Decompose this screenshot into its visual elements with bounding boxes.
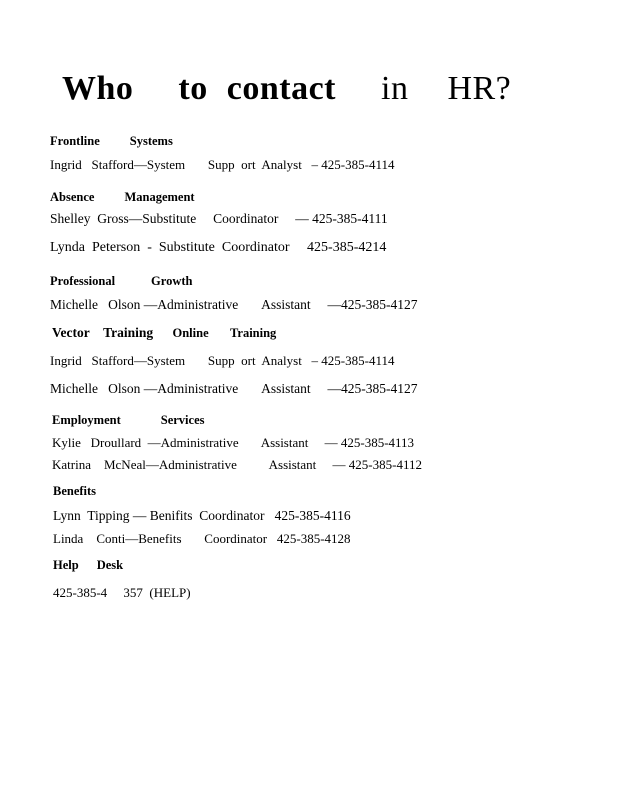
contact-line: Katrina McNeal—Administrative Assistant — 425-385-4112: [52, 457, 422, 472]
contact-line: Kylie Droullard —Administrative Assistant — 425-385-4113: [52, 435, 415, 450]
heading-word: Desk: [96, 558, 124, 572]
contact-line: Lynn Tipping — Benifits Coordinator 425-385-4116: [53, 508, 351, 523]
contact-line: Ingrid Stafford—System Supp ort Analyst – 425-385-4114: [50, 353, 395, 368]
heading-word: Management: [124, 190, 195, 204]
contact-line: Linda Conti—Benefits Coordinator 425-385-4128: [53, 531, 351, 546]
help-desk-phone: 425-385-4 357 (HELP): [53, 585, 191, 600]
section-heading-absence: [50, 190, 195, 205]
heading-word: Frontline: [50, 134, 100, 148]
title-word: HR?: [447, 70, 512, 107]
section-heading-employment: [52, 413, 204, 428]
title-word: to: [178, 70, 208, 107]
heading-word: Online: [172, 326, 209, 340]
heading-word: Professional: [50, 274, 116, 288]
page-title: [62, 70, 511, 108]
heading-word: Training: [230, 326, 277, 340]
title-word: contact: [226, 70, 336, 107]
heading-word: Absence: [50, 190, 95, 204]
heading-word: Help: [53, 558, 79, 572]
contact-line: Lynda Peterson - Substitute Coordinator 425-385-4214: [50, 240, 387, 255]
section-heading-vector: [52, 325, 276, 341]
heading-word: Growth: [151, 274, 193, 288]
title-word: in: [381, 70, 409, 107]
heading-word: Vector: [52, 325, 90, 340]
heading-word: Employment: [52, 413, 121, 427]
section-heading-professional: [50, 274, 192, 289]
title-word: Who: [62, 70, 134, 107]
contact-line: Ingrid Stafford—System Supp ort Analyst – 425-385-4114: [50, 157, 395, 172]
contact-line: Shelley Gross—Substitute Coordinator — 425-385-4111: [50, 211, 388, 226]
heading-word: Training: [103, 325, 154, 340]
contact-line: Michelle Olson —Administrative Assistant —425-385-4127: [50, 297, 418, 312]
heading-word: Services: [160, 413, 205, 427]
contact-line: Michelle Olson —Administrative Assistant —425-385-4127: [50, 381, 418, 396]
section-heading-frontline: [50, 134, 173, 149]
heading-word: Systems: [129, 134, 173, 148]
section-heading-benefits: Benefits: [53, 484, 97, 498]
section-heading-helpdesk: [53, 558, 123, 573]
